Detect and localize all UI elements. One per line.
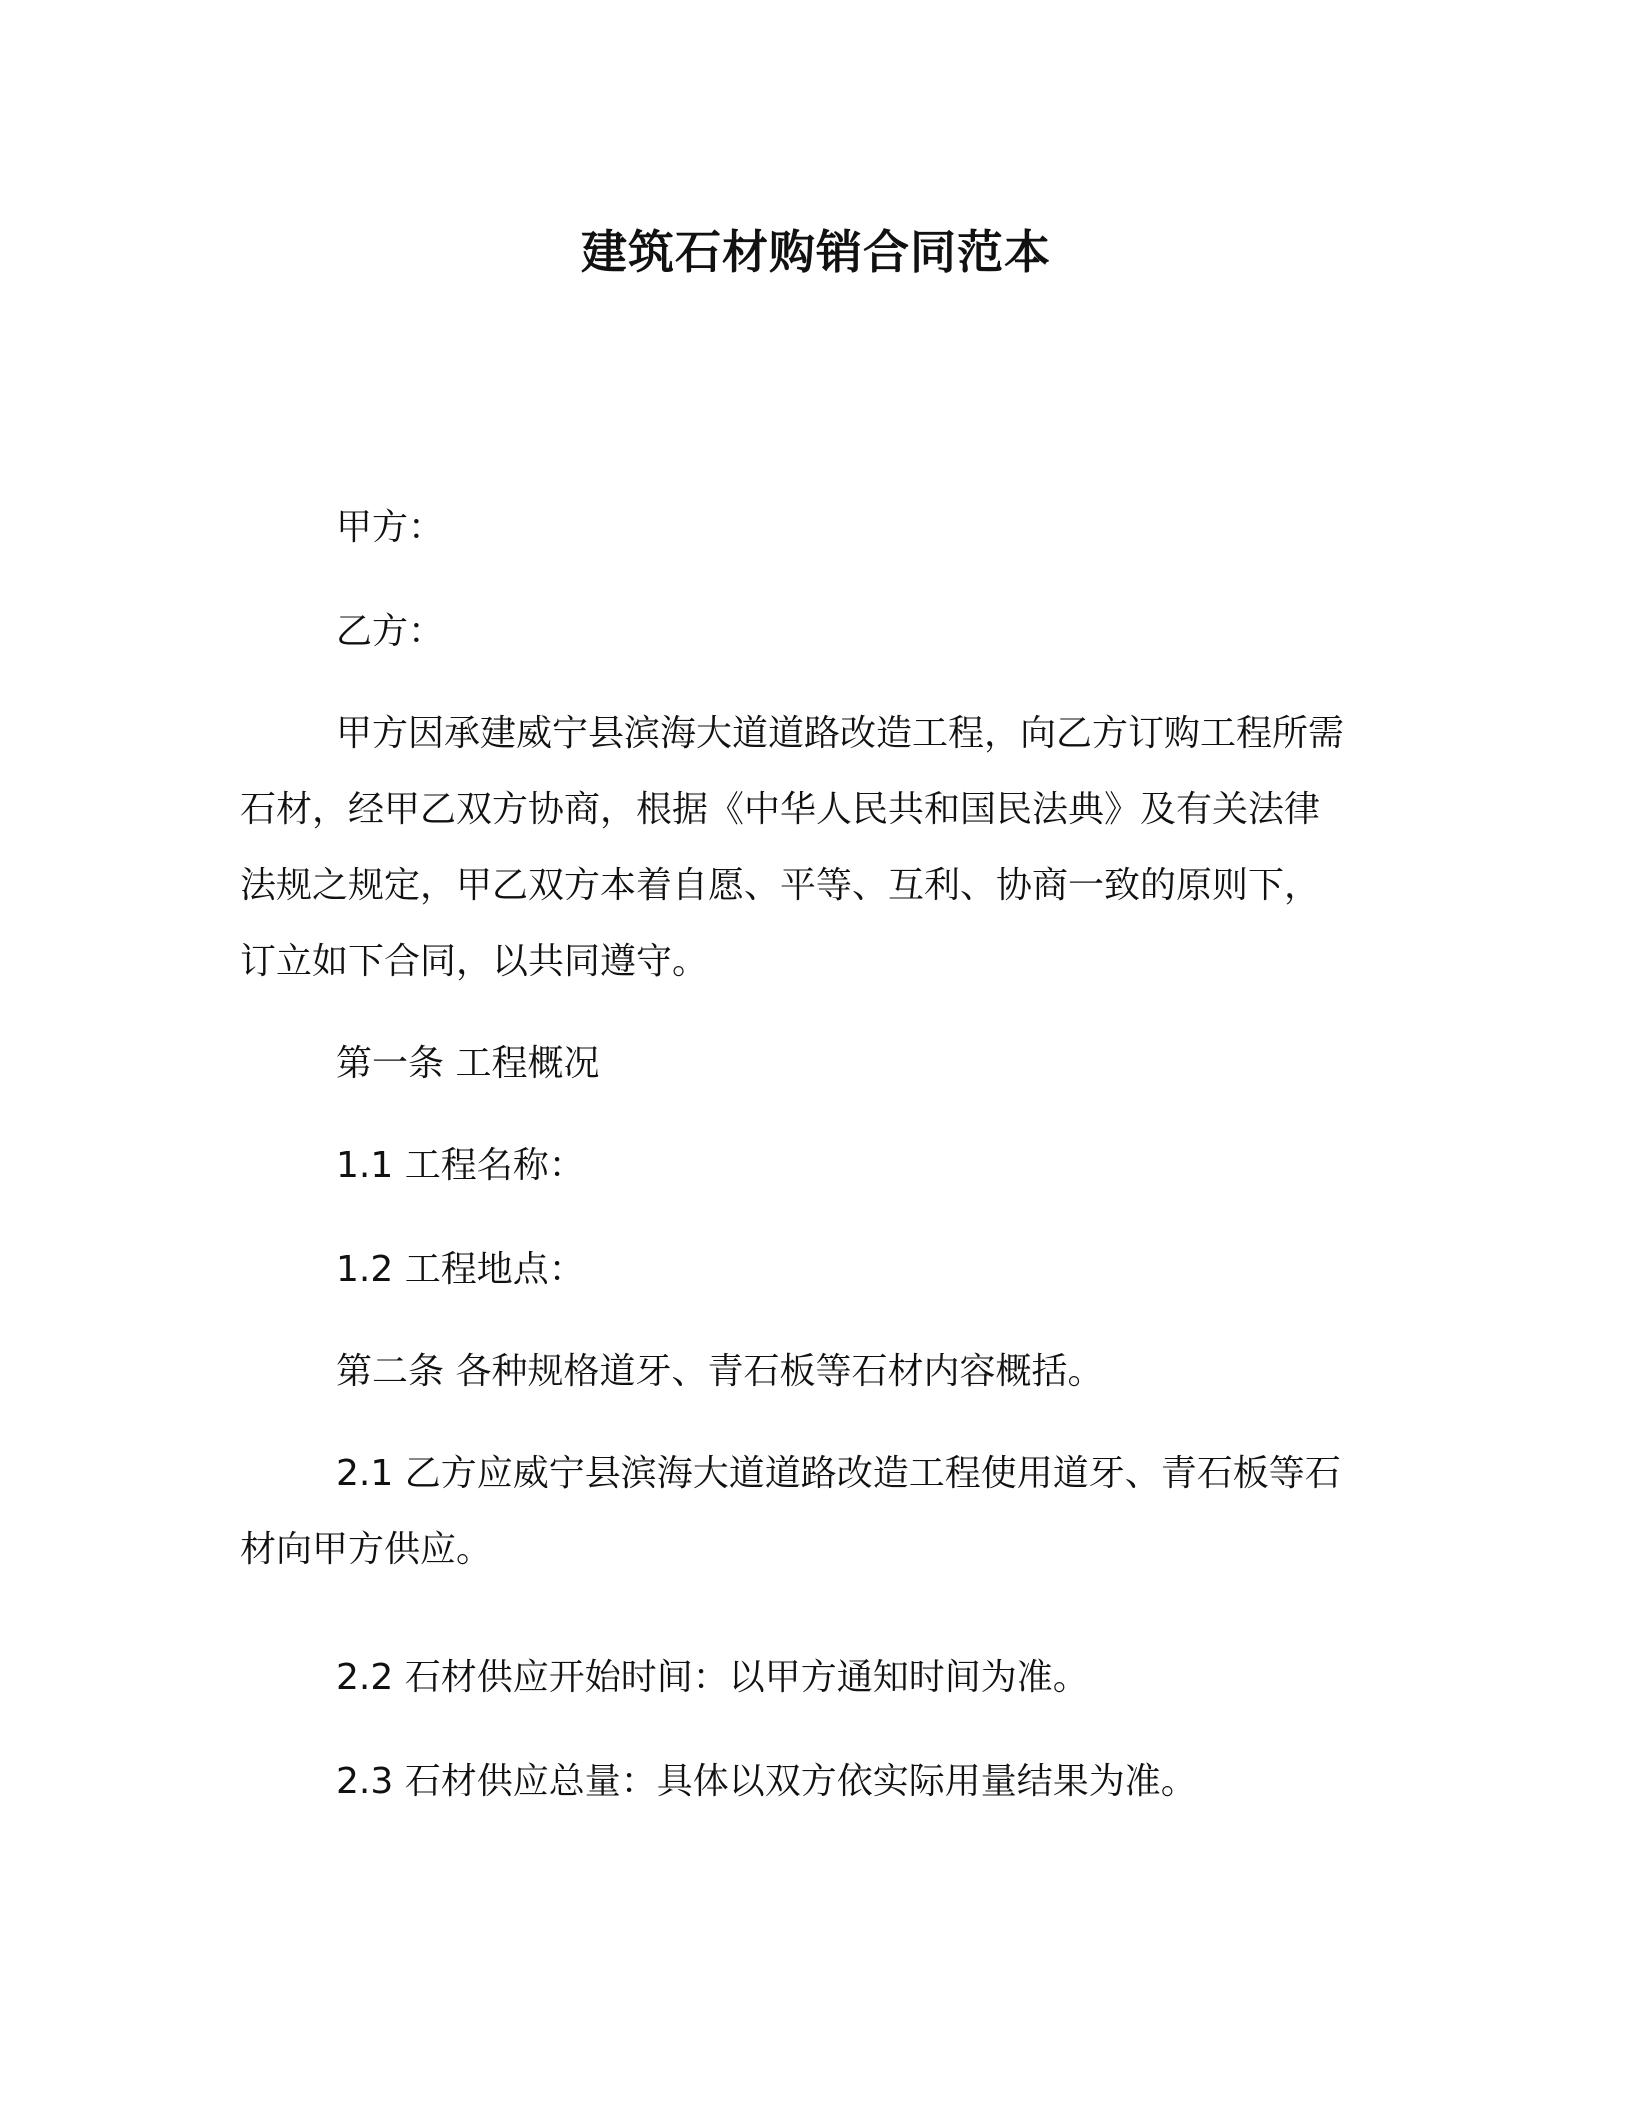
item-1-1: 1.1 工程名称： [336,1145,585,1186]
intro-line-1: 甲方因承建威宁县滨海大道道路改造工程，向乙方订购工程所需 [336,713,1345,754]
party-a-label: 甲方： [336,507,445,548]
intro-paragraph [240,696,1380,1000]
article-2-title: 第二条 各种规格道牙、青石板等石材内容概括。 [336,1351,1104,1392]
item-2-1-line-1: 2.1 乙方应威宁县滨海大道道路改造工程使用道牙、青石板等石 [336,1453,1341,1494]
intro-line-3: 法规之规定，甲乙双方本着自愿、平等、互利、协商一致的原则下， [240,865,1321,906]
intro-line-2: 石材，经甲乙双方协商，根据《中华人民共和国民法典》及有关法律 [240,789,1321,830]
item-1-2: 1.2 工程地点： [336,1249,585,1290]
item-2-1 [240,1436,1380,1588]
intro-line-4: 订立如下合同，以共同遵守。 [240,941,709,982]
article-1-title: 第一条 工程概况 [336,1043,600,1084]
item-2-2: 2.2 石材供应开始时间：以甲方通知时间为准。 [336,1657,1089,1698]
document-title: 建筑石材购销合同范本 [581,225,1051,279]
item-2-1-line-2: 材向甲方供应。 [240,1529,493,1570]
party-b-label: 乙方： [336,611,445,652]
item-2-3: 2.3 石材供应总量：具体以双方依实际用量结果为准。 [336,1761,1197,1802]
